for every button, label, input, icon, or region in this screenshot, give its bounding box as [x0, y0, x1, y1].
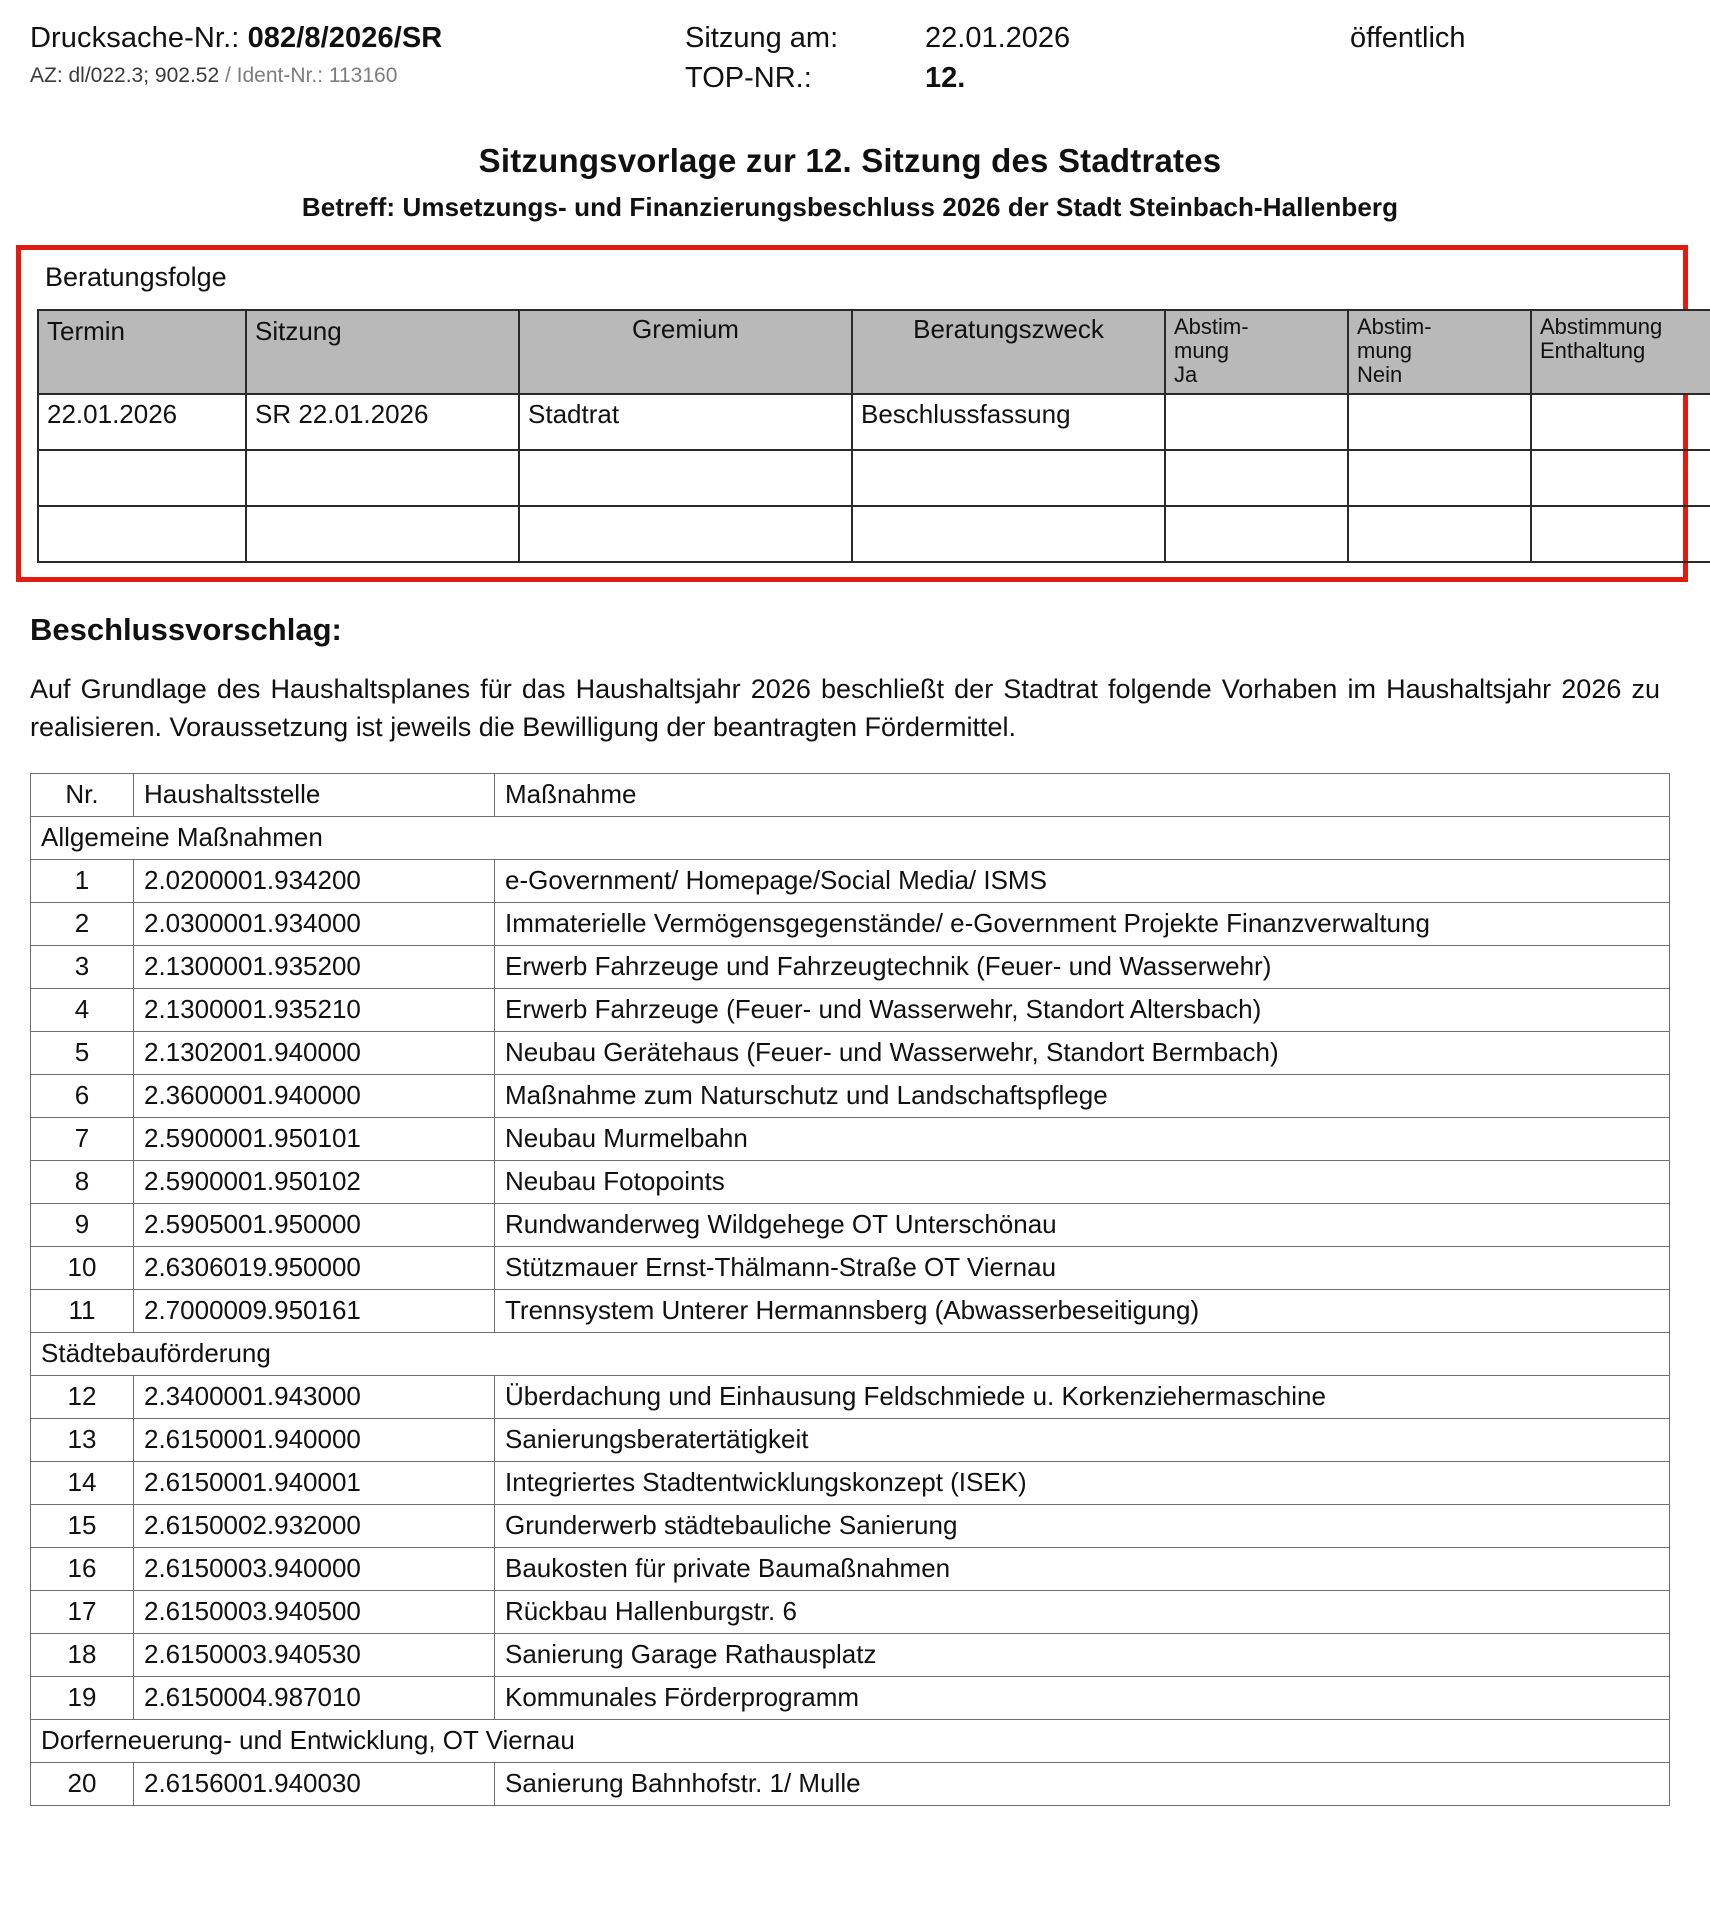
cell-termin: [38, 450, 246, 506]
header-left-block: [30, 22, 442, 88]
cell-nr: 17: [31, 1590, 134, 1633]
section-header-row: [31, 1332, 1670, 1375]
cell-ja: [1165, 506, 1348, 562]
oeffentlich-label: öffentlich: [1350, 22, 1466, 54]
cell-massnahme: Maßnahme zum Naturschutz und Landschaftspflege: [495, 1074, 1670, 1117]
column-header-nr: Nr.: [31, 773, 134, 816]
table-row: [31, 1375, 1670, 1418]
column-header-beratungszweck: Beratungszweck: [852, 310, 1165, 394]
top-nr-value: 12.: [925, 62, 966, 94]
cell-massnahme: Kommunales Förderprogramm: [495, 1676, 1670, 1719]
table-row: [31, 1160, 1670, 1203]
cell-haushaltsstelle: 2.6150003.940500: [134, 1590, 495, 1633]
cell-massnahme: Immaterielle Vermögensgegenstände/ e-Government Projekte Finanzverwaltung: [495, 902, 1670, 945]
cell-haushaltsstelle: 2.0300001.934000: [134, 902, 495, 945]
cell-nr: 10: [31, 1246, 134, 1289]
cell-termin: [38, 506, 246, 562]
cell-beratungszweck: Beschlussfassung: [852, 394, 1165, 450]
cell-nr: 4: [31, 988, 134, 1031]
cell-sitzung: [246, 506, 519, 562]
cell-nr: 12: [31, 1375, 134, 1418]
table-row: [31, 1590, 1670, 1633]
cell-massnahme: Trennsystem Unterer Hermannsberg (Abwasserbeseitigung): [495, 1289, 1670, 1332]
cell-nr: 20: [31, 1762, 134, 1805]
cell-massnahme: Neubau Murmelbahn: [495, 1117, 1670, 1160]
cell-gremium: [519, 450, 852, 506]
section-title-dorferneuerung: Dorferneuerung- und Entwicklung, OT Viernau: [31, 1719, 1670, 1762]
cell-haushaltsstelle: 2.6150002.932000: [134, 1504, 495, 1547]
cell-sitzung: SR 22.01.2026: [246, 394, 519, 450]
table-header-row: [31, 773, 1670, 816]
abstimmung-nein-l1: Abstim-: [1357, 314, 1432, 339]
table-row: [31, 1031, 1670, 1074]
cell-gremium: [519, 506, 852, 562]
table-row: [31, 1418, 1670, 1461]
cell-enthaltung: [1531, 450, 1710, 506]
table-row: [38, 394, 1710, 450]
cell-haushaltsstelle: 2.6150001.940000: [134, 1418, 495, 1461]
table-row: [31, 1461, 1670, 1504]
page-title: Sitzungsvorlage zur 12. Sitzung des Stadtrates: [478, 142, 1222, 179]
abstimmung-enthaltung-l1: Abstimmung: [1540, 314, 1663, 339]
section-title-allgemeine-massnahmen: Allgemeine Maßnahmen: [31, 816, 1670, 859]
cell-haushaltsstelle: 2.6150001.940001: [134, 1461, 495, 1504]
sitzung-am-value: 22.01.2026: [925, 22, 1071, 54]
cell-massnahme: Neubau Gerätehaus (Feuer- und Wasserwehr, Standort Bermbach): [495, 1031, 1670, 1074]
column-header-haushaltsstelle: Haushaltsstelle: [134, 773, 495, 816]
abstimmung-nein-l3: Nein: [1357, 362, 1403, 388]
cell-massnahme: Integriertes Stadtentwicklungskonzept (ISEK): [495, 1461, 1670, 1504]
az-label: AZ: dl/022.3; 902.52: [30, 64, 220, 87]
measures-table: [30, 773, 1670, 1806]
cell-nr: 8: [31, 1160, 134, 1203]
column-header-termin: Termin: [38, 310, 246, 394]
cell-haushaltsstelle: 2.0200001.934200: [134, 859, 495, 902]
cell-massnahme: Stützmauer Ernst-Thälmann-Straße OT Viernau: [495, 1246, 1670, 1289]
cell-haushaltsstelle: 2.6156001.940030: [134, 1762, 495, 1805]
document-header: [30, 22, 1670, 118]
cell-nr: 6: [31, 1074, 134, 1117]
cell-nr: 14: [31, 1461, 134, 1504]
cell-enthaltung: [1531, 506, 1710, 562]
drucksache-value: 082/8/2026/SR: [247, 22, 443, 54]
column-header-abstimmung-nein: [1348, 310, 1531, 394]
table-row: [31, 1762, 1670, 1805]
table-row: [31, 1676, 1670, 1719]
cell-massnahme: Überdachung und Einhausung Feldschmiede u. Korkenziehermaschine: [495, 1375, 1670, 1418]
beratungsfolge-highlight-box: [16, 245, 1688, 582]
cell-massnahme: Sanierung Bahnhofstr. 1/ Mulle: [495, 1762, 1670, 1805]
cell-haushaltsstelle: 2.3400001.943000: [134, 1375, 495, 1418]
column-header-abstimmung-enthaltung: [1531, 310, 1710, 394]
abstimmung-ja-l1: Abstim-: [1174, 314, 1249, 339]
cell-haushaltsstelle: 2.6150004.987010: [134, 1676, 495, 1719]
cell-massnahme: Sanierungsberatertätigkeit: [495, 1418, 1670, 1461]
cell-haushaltsstelle: 2.7000009.950161: [134, 1289, 495, 1332]
cell-massnahme: Sanierung Garage Rathausplatz: [495, 1633, 1670, 1676]
table-row: [31, 988, 1670, 1031]
section-header-row: [31, 1719, 1670, 1762]
cell-massnahme: Rückbau Hallenburgstr. 6: [495, 1590, 1670, 1633]
cell-haushaltsstelle: 2.1300001.935200: [134, 945, 495, 988]
cell-massnahme: Erwerb Fahrzeuge (Feuer- und Wasserwehr, Standort Altersbach): [495, 988, 1670, 1031]
table-row: [38, 506, 1710, 562]
table-header-row: [38, 310, 1710, 394]
abstimmung-nein-l2: mung: [1357, 338, 1413, 364]
cell-massnahme: Rundwanderweg Wildgehege OT Unterschönau: [495, 1203, 1670, 1246]
column-header-gremium: Gremium: [519, 310, 852, 394]
table-row: [31, 1289, 1670, 1332]
cell-haushaltsstelle: 2.6150003.940000: [134, 1547, 495, 1590]
sitzung-am-label: Sitzung am:: [685, 22, 839, 54]
cell-massnahme: Baukosten für private Baumaßnahmen: [495, 1547, 1670, 1590]
abstimmung-ja-l2: mung: [1174, 338, 1230, 364]
ident-nr: / Ident-Nr.: 113160: [224, 64, 398, 87]
beratungsfolge-label: Beratungsfolge: [45, 262, 227, 292]
section-header-row: [31, 816, 1670, 859]
cell-haushaltsstelle: 2.5905001.950000: [134, 1203, 495, 1246]
cell-ja: [1165, 450, 1348, 506]
cell-massnahme: Neubau Fotopoints: [495, 1160, 1670, 1203]
cell-nr: 7: [31, 1117, 134, 1160]
beratungsfolge-table: [37, 309, 1710, 563]
beschlussvorschlag-heading: Beschlussvorschlag:: [30, 612, 342, 647]
abstimmung-ja-l3: Ja: [1174, 362, 1198, 388]
cell-nr: 5: [31, 1031, 134, 1074]
cell-nein: [1348, 450, 1531, 506]
cell-nr: 11: [31, 1289, 134, 1332]
cell-beratungszweck: [852, 450, 1165, 506]
table-row: [31, 1547, 1670, 1590]
table-row: [31, 1074, 1670, 1117]
abstimmung-enthaltung-l2: Enthaltung: [1540, 338, 1646, 364]
cell-massnahme: e-Government/ Homepage/Social Media/ ISMS: [495, 859, 1670, 902]
cell-sitzung: [246, 450, 519, 506]
cell-nr: 18: [31, 1633, 134, 1676]
column-header-abstimmung-ja: [1165, 310, 1348, 394]
table-row: [31, 902, 1670, 945]
cell-nr: 9: [31, 1203, 134, 1246]
table-row: [31, 1633, 1670, 1676]
drucksache-label: Drucksache-Nr.:: [30, 22, 240, 54]
cell-nein: [1348, 506, 1531, 562]
column-header-sitzung: Sitzung: [246, 310, 519, 394]
cell-nr: 3: [31, 945, 134, 988]
table-row: [31, 1246, 1670, 1289]
cell-nr: 13: [31, 1418, 134, 1461]
cell-nr: 16: [31, 1547, 134, 1590]
table-row: [31, 859, 1670, 902]
cell-ja: [1165, 394, 1348, 450]
cell-gremium: Stadtrat: [519, 394, 852, 450]
table-row: [31, 1504, 1670, 1547]
cell-nein: [1348, 394, 1531, 450]
cell-haushaltsstelle: 2.3600001.940000: [134, 1074, 495, 1117]
top-nr-label: TOP-NR.:: [685, 62, 812, 94]
page-subtitle: Betreff: Umsetzungs- und Finanzierungsbeschluss 2026 der Stadt Steinbach-Hallenberg: [301, 192, 1399, 222]
table-row: [31, 1117, 1670, 1160]
cell-massnahme: Grunderwerb städtebauliche Sanierung: [495, 1504, 1670, 1547]
az-line: [30, 64, 442, 88]
table-row: [31, 945, 1670, 988]
cell-haushaltsstelle: 2.6306019.950000: [134, 1246, 495, 1289]
cell-nr: 19: [31, 1676, 134, 1719]
section-title-staedtebaufoerderung: Städtebauförderung: [31, 1332, 1670, 1375]
cell-massnahme: Erwerb Fahrzeuge und Fahrzeugtechnik (Feuer- und Wasserwehr): [495, 945, 1670, 988]
header-middle-block: [685, 22, 1070, 95]
cell-beratungszweck: [852, 506, 1165, 562]
cell-nr: 1: [31, 859, 134, 902]
cell-haushaltsstelle: 2.6150003.940530: [134, 1633, 495, 1676]
drucksache-line: [30, 22, 442, 55]
cell-haushaltsstelle: 2.5900001.950101: [134, 1117, 495, 1160]
cell-nr: 2: [31, 902, 134, 945]
cell-enthaltung: [1531, 394, 1710, 450]
cell-haushaltsstelle: 2.5900001.950102: [134, 1160, 495, 1203]
table-row: [31, 1203, 1670, 1246]
beschlussvorschlag-text: Auf Grundlage des Haushaltsplanes für das Haushaltsjahr 2026 beschließt der Stadtrat folgende Vorhaben im Haushaltsjahr 2026 zu realisieren. Voraussetzung ist jeweils die Bewilligung der beantragten Fördermittel.: [30, 674, 1660, 743]
column-header-massnahme: Maßnahme: [495, 773, 1670, 816]
cell-termin: 22.01.2026: [38, 394, 246, 450]
table-row: [38, 450, 1710, 506]
cell-haushaltsstelle: 2.1302001.940000: [134, 1031, 495, 1074]
cell-haushaltsstelle: 2.1300001.935210: [134, 988, 495, 1031]
cell-nr: 15: [31, 1504, 134, 1547]
